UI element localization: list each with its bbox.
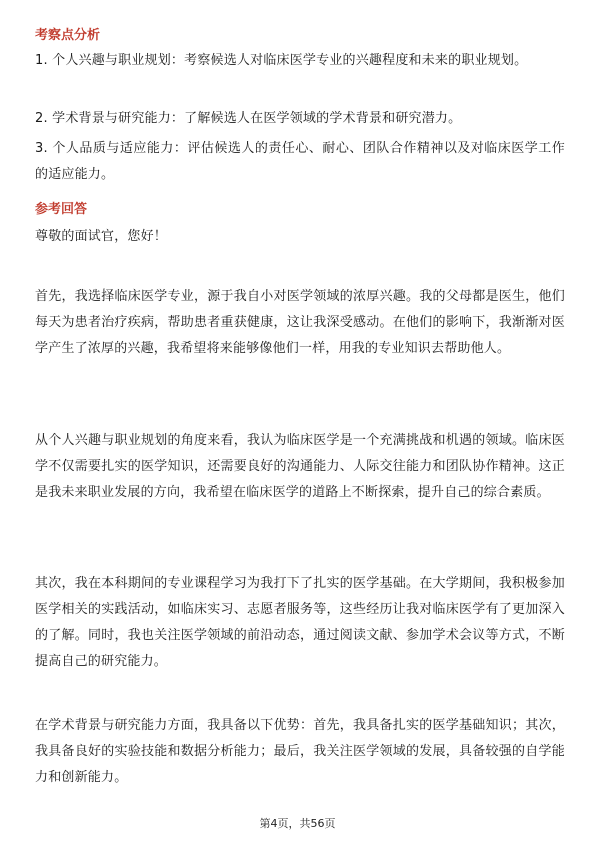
page-number: 第4页，共56页 [259, 817, 336, 830]
answer-paragraph-1: 首先，我选择临床医学专业，源于我自小对医学领域的浓厚兴趣。我的父母都是医生，他们每天为患者治疗疾病，帮助患者重获健康，这让我深受感动。在他们的影响下，我渐渐对医学产生了浓厚的兴趣，我希望将来能够像他们一样，用我的专业知识去帮助他人。 [35, 289, 565, 356]
analysis-item-1: 1. 个人兴趣与职业规划：考察候选人对临床医学专业的兴趣程度和未来的职业规划。 [35, 53, 528, 68]
analysis-item-2: 2. 学术背景与研究能力：了解候选人在医学领域的学术背景和研究潜力。 [35, 111, 462, 126]
answer-greeting: 尊敬的面试官，您好！ [35, 229, 168, 244]
answer-paragraph-3: 其次，我在本科期间的专业课程学习为我打下了扎实的医学基础。在大学期间，我积极参加医学相关的实践活动，如临床实习、志愿者服务等，这些经历让我对临床医学有了更加深入的了解。同时，我也关注医学领域的前沿动态，通过阅读文献、参加学术会议等方式，不断提高自己的研究能力。 [35, 576, 565, 669]
analysis-section-title: 考察点分析 [35, 28, 101, 43]
analysis-item-3: 3. 个人品质与适应能力：评估候选人的责任心、耐心、团队合作精神以及对临床医学工作的适应能力。 [35, 141, 565, 182]
answer-section-title: 参考回答 [35, 202, 88, 217]
answer-paragraph-2: 从个人兴趣与职业规划的角度来看，我认为临床医学是一个充满挑战和机遇的领域。临床医学不仅需要扎实的医学知识，还需要良好的沟通能力、人际交往能力和团队协作精神。这正是我未来职业发展的方向，我希望在临床医学的道路上不断探索，提升自己的综合素质。 [35, 433, 565, 500]
answer-paragraph-4: 在学术背景与研究能力方面，我具备以下优势：首先，我具备扎实的医学基础知识；其次，我具备良好的实验技能和数据分析能力；最后，我关注医学领域的发展，具备较强的自学能力和创新能力。 [35, 718, 565, 785]
